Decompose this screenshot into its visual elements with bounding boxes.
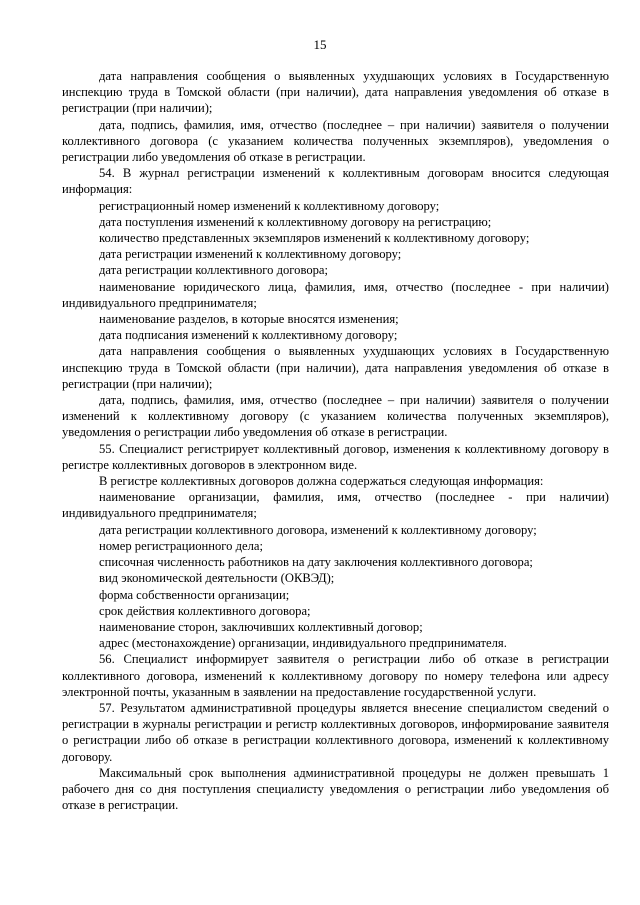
- paragraph: 56. Специалист информирует заявителя о регистрации либо об отказе в регистрации коллективного договора, изменений к коллективному договору по номеру телефона или адресу электронной почты, указанным в заявлении на предоставление государственной услуги.: [62, 652, 609, 699]
- paragraph: дата направления сообщения о выявленных ухудшающих условиях в Государственную инспекцию труда в Томской области (при наличии), дата направления уведомления об отказе в регистрации (при наличии);: [62, 344, 609, 391]
- page-number: 15: [313, 37, 327, 52]
- paragraph: дата регистрации коллективного договора;: [99, 263, 328, 278]
- paragraph: наименование организации, фамилия, имя, отчество (последнее - при наличии) индивидуального предпринимателя;: [62, 490, 609, 521]
- paragraph: наименование разделов, в которые вносятся изменения;: [99, 312, 399, 327]
- paragraph: дата поступления изменений к коллективному договору на регистрацию;: [99, 214, 492, 229]
- paragraph: номер регистрационного дела;: [99, 538, 263, 553]
- paragraph: наименование сторон, заключивших коллективный договор;: [99, 619, 423, 634]
- paragraph: дата подписания изменений к коллективному договору;: [99, 328, 398, 343]
- paragraph: регистрационный номер изменений к коллективному договору;: [99, 198, 440, 213]
- paragraph: количество представленных экземпляров изменений к коллективному договору;: [99, 231, 530, 246]
- paragraph: наименование юридического лица, фамилия, имя, отчество (последнее - при наличии) индивидуального предпринимателя;: [62, 279, 609, 310]
- paragraph: 55. Специалист регистрирует коллективный договор, изменения к коллективному договору в регистре коллективных договоров в электронном виде.: [62, 441, 609, 472]
- paragraph: вид экономической деятельности (ОКВЭД);: [99, 571, 335, 586]
- paragraph: дата, подпись, фамилия, имя, отчество (последнее – при наличии) заявителя о получении изменений к коллективному договору (с указанием количества полученных экземпляров), уведомления о регистрации либо уведомления об отказе в регистрации.: [62, 393, 609, 440]
- paragraph: форма собственности организации;: [99, 587, 290, 602]
- paragraph: Максимальный срок выполнения административной процедуры не должен превышать 1 рабочего дня со дня поступления специалисту уведомления о регистрации либо уведомления об отказе в регистрации.: [62, 765, 609, 813]
- paragraph: срок действия коллективного договора;: [99, 603, 311, 618]
- paragraph: В регистре коллективных договоров должна содержаться следующая информация:: [99, 474, 544, 489]
- paragraph: 54. В журнал регистрации изменений к коллективным договорам вносится следующая информация:: [62, 166, 609, 197]
- paragraph: 57. Результатом административной процедуры является внесение специалистом сведений о регистрации в журналы регистрации и регистр коллективных договоров, информирование заявителя о регистрации либо об отказе в регистрации коллективного договора, изменений к коллективному договору.: [62, 700, 609, 764]
- paragraph: адрес (местонахождение) организации, индивидуального предпринимателя.: [99, 636, 507, 651]
- document-body: [62, 68, 609, 813]
- paragraph: дата, подпись, фамилия, имя, отчество (последнее – при наличии) заявителя о получении коллективного договора (с указанием количества полученных экземпляров), уведомления о регистрации либо уведомления об отказе в регистрации.: [62, 117, 609, 165]
- paragraph: дата регистрации изменений к коллективному договору;: [99, 247, 402, 262]
- paragraph: дата направления сообщения о выявленных ухудшающих условиях в Государственную инспекцию труда в Томской области (при наличии), дата направления уведомления об отказе в регистрации (при наличии);: [62, 69, 609, 116]
- paragraph: списочная численность работников на дату заключения коллективного договора;: [99, 555, 533, 570]
- paragraph: дата регистрации коллективного договора, изменений к коллективному договору;: [99, 522, 537, 537]
